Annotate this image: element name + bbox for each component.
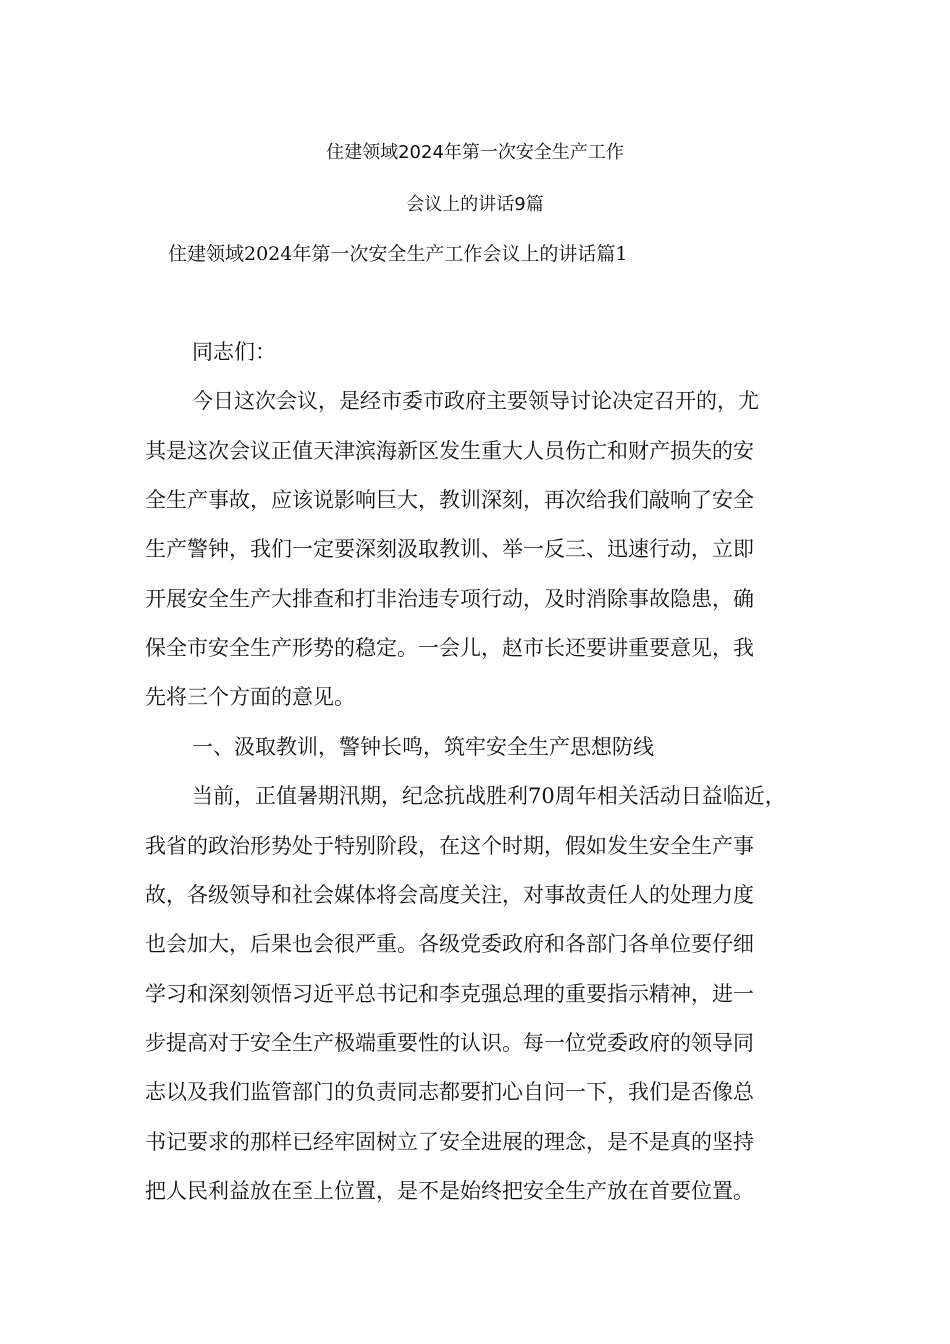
paragraph-line: 今日这次会议，是经市委市政府主要领导讨论决定召开的，尤 bbox=[192, 389, 759, 413]
paragraph-line: 其是这次会议正值天津滨海新区发生重大人员伤亡和财产损失的安 bbox=[145, 439, 754, 463]
paragraph-line: 我省的政治形势处于特别阶段，在这个时期，假如发生安全生产事 bbox=[145, 834, 754, 858]
paragraph-line: 当前，正值暑期汛期，纪念抗战胜利70周年相关活动日益临近， bbox=[192, 784, 786, 808]
paragraph-line: 学习和深刻领悟习近平总书记和李克强总理的重要指示精神，进一 bbox=[145, 982, 754, 1006]
paragraph-line: 生产警钟，我们一定要深刻汲取教训、举一反三、迅速行动，立即 bbox=[145, 537, 754, 561]
section-heading: 一、汲取教训，警钟长鸣，筑牢安全生产思想防线 bbox=[192, 735, 654, 759]
paragraph-line: 也会加大，后果也会很严重。各级党委政府和各部门各单位要仔细 bbox=[145, 932, 754, 956]
salutation: 同志们： bbox=[192, 340, 276, 364]
document-subtitle: 住建领域2024年第一次安全生产工作会议上的讲话篇1 bbox=[168, 243, 628, 265]
paragraph-line: 故，各级领导和社会媒体将会高度关注，对事故责任人的处理力度 bbox=[145, 883, 754, 907]
paragraph-line: 步提高对于安全生产极端重要性的认识。每一位党委政府的领导同 bbox=[145, 1031, 754, 1055]
paragraph-line: 保全市安全生产形势的稳定。一会儿，赵市长还要讲重要意见，我 bbox=[145, 636, 754, 660]
paragraph-line: 志以及我们监管部门的负责同志都要扪心自问一下，我们是否像总 bbox=[145, 1080, 754, 1104]
paragraph-line: 先将三个方面的意见。 bbox=[145, 685, 355, 709]
paragraph-line: 全生产事故，应该说影响巨大，教训深刻，再次给我们敲响了安全 bbox=[145, 488, 754, 512]
document-title-line-1: 住建领域2024年第一次安全生产工作 bbox=[326, 142, 624, 163]
paragraph-line: 开展安全生产大排查和打非治违专项行动，及时消除事故隐患，确 bbox=[145, 587, 754, 611]
document-title-line-2: 会议上的讲话9篇 bbox=[406, 194, 544, 215]
paragraph-line: 书记要求的那样已经牢固树立了安全进展的理念，是不是真的坚持 bbox=[145, 1130, 754, 1154]
paragraph-line: 把人民利益放在至上位置，是不是始终把安全生产放在首要位置。 bbox=[145, 1179, 754, 1203]
